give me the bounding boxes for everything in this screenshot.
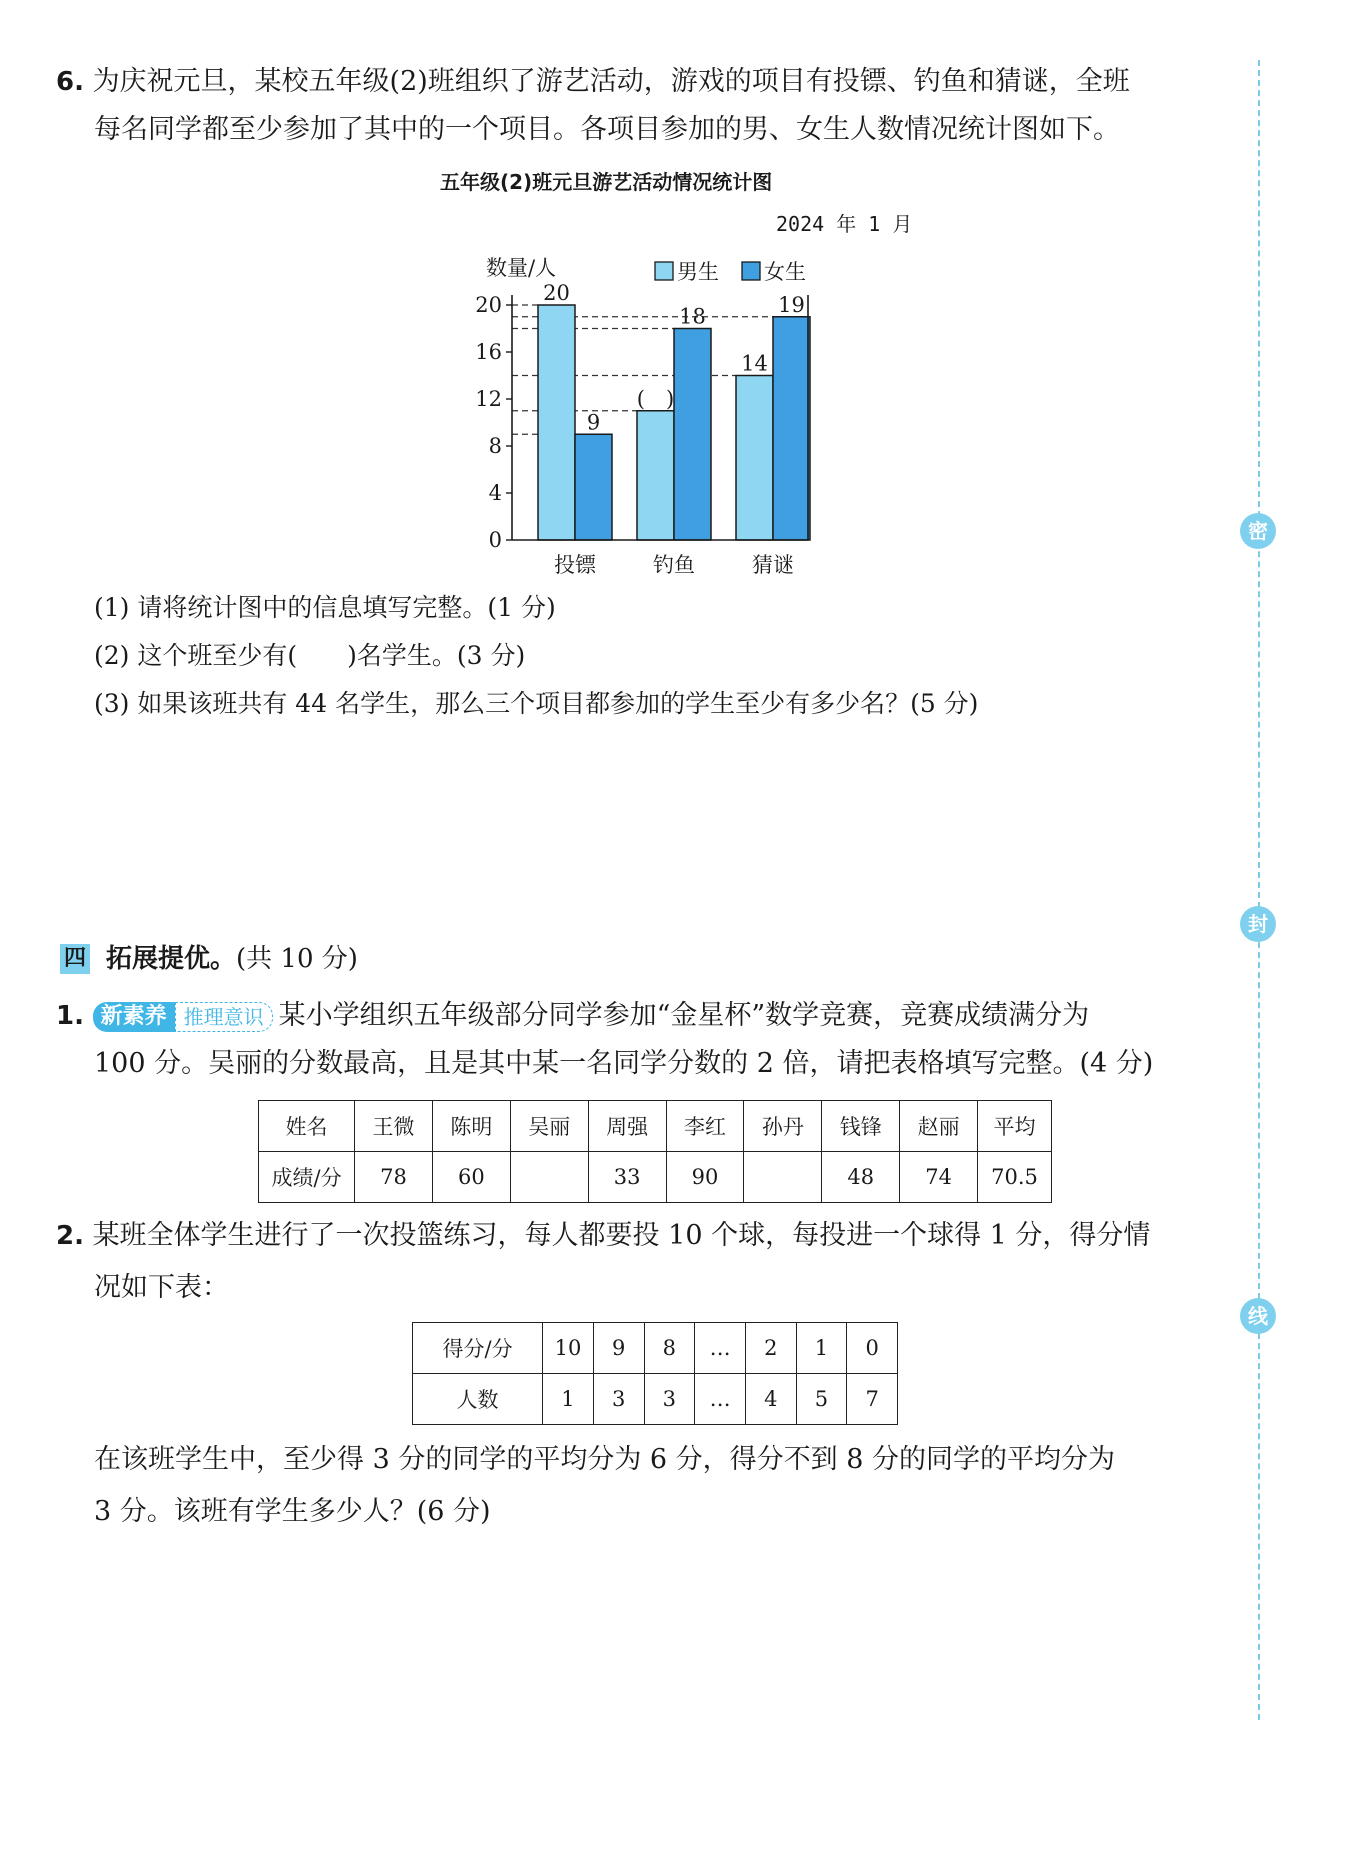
- q6-sub1: (1) 请将统计图中的信息填写完整。(1 分): [94, 593, 556, 622]
- legend-swatch-男生: [655, 262, 673, 280]
- table-cell: 4: [745, 1374, 796, 1425]
- basketball-table-row: [413, 1374, 898, 1425]
- q2-text3: 在该班学生中，至少得 3 分的同学的平均分为 6 分，得分不到 8 分的同学的平均分为: [94, 1444, 1116, 1475]
- x-category-label: 猜谜: [752, 553, 794, 577]
- q1-number: 1.: [56, 1001, 84, 1031]
- q1-line1: [56, 996, 1089, 1036]
- q1-text1: 某小学组织五年级部分同学参加“金星杯”数学竞赛，竞赛成绩满分为: [278, 1000, 1090, 1031]
- table-cell: 1: [796, 1323, 847, 1374]
- table-cell[interactable]: [744, 1152, 822, 1203]
- bar-value-label: ( ): [636, 386, 675, 411]
- bar-value-label: 20: [543, 281, 570, 305]
- q6-number: 6.: [56, 67, 84, 97]
- table-cell: 3: [644, 1374, 695, 1425]
- bar-男生-猜谜: [736, 376, 773, 541]
- table-cell: 3: [593, 1374, 644, 1425]
- legend-swatch-女生: [742, 262, 760, 280]
- section-points: (共 10 分): [236, 944, 358, 974]
- table-cell: 人数: [413, 1374, 543, 1425]
- bar-女生-钓鱼: [674, 329, 711, 541]
- bar-value-label: 18: [679, 304, 706, 329]
- y-tick-label: 8: [488, 434, 502, 458]
- table-cell: …: [695, 1323, 746, 1374]
- badge-new-literacy: 新素养: [93, 1002, 175, 1032]
- table-cell: 王微: [355, 1101, 433, 1152]
- bar-女生-猜谜: [773, 317, 810, 540]
- y-axis-label: 数量/人: [486, 256, 557, 280]
- table-cell: …: [695, 1374, 746, 1425]
- table-cell: 33: [588, 1152, 666, 1203]
- q2-text4: 3 分。该班有学生多少人？(6 分): [94, 1496, 491, 1527]
- y-tick-label: 0: [488, 528, 502, 552]
- margin-mark-xian: 线: [1240, 1298, 1276, 1334]
- table-cell: 周强: [588, 1101, 666, 1152]
- q6-text2: 每名同学都至少参加了其中的一个项目。各项目参加的男、女生人数情况统计图如下。: [94, 114, 1120, 145]
- bars-group: [538, 305, 810, 540]
- table-cell: 李红: [666, 1101, 744, 1152]
- chart-legend: [655, 260, 806, 284]
- table-cell: 1: [543, 1374, 594, 1425]
- table-cell[interactable]: [510, 1152, 588, 1203]
- y-tick-label: 16: [475, 340, 502, 364]
- section-header: [106, 940, 358, 978]
- bar-chart: [470, 240, 830, 580]
- x-category-label: 投镖: [554, 553, 596, 577]
- table-cell: 0: [847, 1323, 898, 1374]
- table-cell: 姓名: [259, 1101, 355, 1152]
- score-table-header: [259, 1101, 1052, 1152]
- q6-line1: [56, 62, 1130, 102]
- score-table: [258, 1100, 1052, 1203]
- table-cell: 平均: [978, 1101, 1052, 1152]
- basketball-table-header: [413, 1323, 898, 1374]
- q6-sub2: (2) 这个班至少有( )名学生。(3 分): [94, 641, 526, 670]
- table-cell: 90: [666, 1152, 744, 1203]
- table-cell: 吴丽: [510, 1101, 588, 1152]
- binding-dashed-line: [1258, 60, 1260, 1720]
- margin-mark-mi: 密: [1240, 513, 1276, 549]
- table-cell: 74: [900, 1152, 978, 1203]
- table-cell: 陈明: [432, 1101, 510, 1152]
- table-cell: 孙丹: [744, 1101, 822, 1152]
- basketball-table: [412, 1322, 898, 1425]
- table-cell: 赵丽: [900, 1101, 978, 1152]
- y-tick-label: 20: [475, 293, 502, 317]
- q6-sub3: (3) 如果该班共有 44 名学生，那么三个项目都参加的学生至少有多少名？(5 分): [94, 689, 979, 718]
- y-tick-label: 4: [488, 481, 502, 505]
- table-cell: 得分/分: [413, 1323, 543, 1374]
- q6-text1: 为庆祝元旦，某校五年级(2)班组织了游艺活动，游戏的项目有投镖、钓鱼和猜谜，全班: [92, 66, 1130, 97]
- badge-reasoning: 推理意识: [175, 1002, 273, 1032]
- table-cell: 78: [355, 1152, 433, 1203]
- table-cell: 8: [644, 1323, 695, 1374]
- table-cell: 60: [432, 1152, 510, 1203]
- q2-text2: 况如下表：: [94, 1272, 229, 1303]
- table-cell: 70.5: [978, 1152, 1052, 1203]
- margin-mark-feng: 封: [1240, 906, 1276, 942]
- table-cell: 48: [822, 1152, 900, 1203]
- table-cell: 钱锋: [822, 1101, 900, 1152]
- bar-男生-投镖: [538, 305, 575, 540]
- section-number-box: 四: [60, 944, 90, 974]
- table-cell: 9: [593, 1323, 644, 1374]
- y-tick-label: 12: [475, 387, 502, 411]
- table-cell: 2: [745, 1323, 796, 1374]
- table-cell: 7: [847, 1374, 898, 1425]
- table-cell: 成绩/分: [259, 1152, 355, 1203]
- table-cell: 10: [543, 1323, 594, 1374]
- q2-line1: [56, 1216, 1150, 1256]
- bar-女生-投镖: [575, 434, 612, 540]
- legend-label: 男生: [677, 260, 719, 284]
- q2-number: 2.: [56, 1221, 84, 1251]
- section-title: 拓展提优。: [106, 944, 237, 974]
- x-category-label: 钓鱼: [653, 553, 695, 577]
- bar-value-label: 9: [586, 410, 601, 435]
- q2-text1: 某班全体学生进行了一次投篮练习，每人都要投 10 个球，每投进一个球得 1 分，得分情: [92, 1220, 1151, 1251]
- chart-title: 五年级(2)班元旦游艺活动情况统计图: [440, 170, 773, 194]
- legend-label: 女生: [764, 260, 806, 284]
- bar-男生-钓鱼: [637, 411, 674, 540]
- bar-value-label: 14: [741, 351, 768, 376]
- score-table-row: [259, 1152, 1052, 1203]
- q1-text2: 100 分。吴丽的分数最高，且是其中某一名同学分数的 2 倍，请把表格填写完整。(4 分): [94, 1048, 1154, 1079]
- bar-value-label: 19: [778, 292, 805, 317]
- table-cell: 5: [796, 1374, 847, 1425]
- chart-date: 2024 年 1 月: [776, 212, 913, 236]
